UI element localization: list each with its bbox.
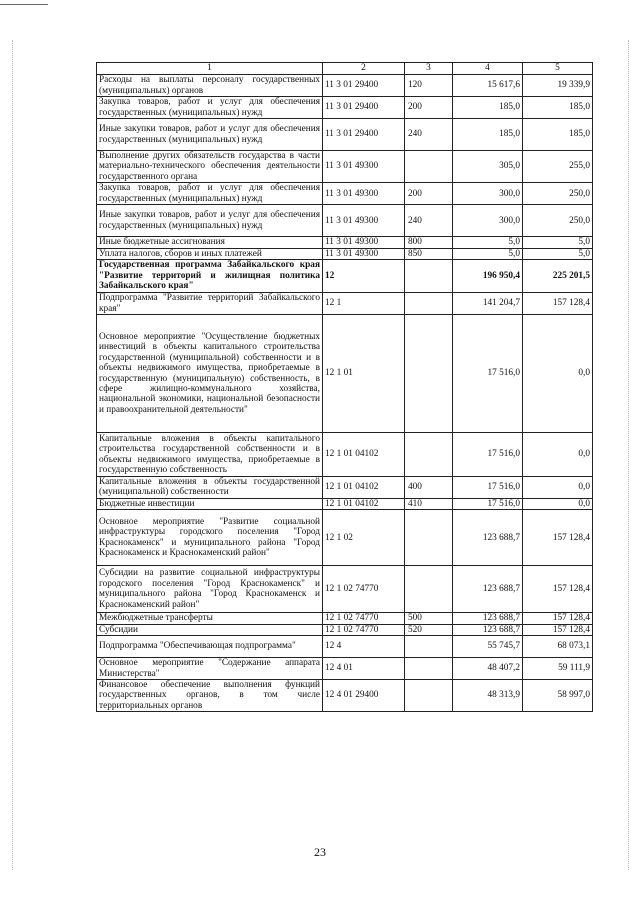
row-name-cell: Капитальные вложения в объекты капитального строительства государственной собственности и в объекты недвижимого имущества, приобретаемые в государственную собственность	[97, 433, 323, 477]
table-row	[97, 498, 593, 509]
table-row	[97, 315, 593, 433]
row-value-1-cell: 185,0	[453, 119, 523, 151]
row-name-cell: Закупка товаров, работ и услуг для обеспечения государственных (муниципальных) нужд	[97, 97, 323, 119]
row-value-1-cell: 55 745,7	[453, 636, 523, 658]
row-type-cell: 120	[405, 75, 453, 97]
row-value-2-cell: 255,0	[523, 151, 593, 183]
table-row	[97, 293, 593, 315]
row-value-1-cell: 17 516,0	[453, 315, 523, 433]
row-name-cell: Основное мероприятие "Осуществление бюджетных инвестиций в объекты капитального строительства государственной (муниципальной) собственности и в объекты недвижимого имущества, приобретаемые в государственную (муниципальную) собственность, в сфере жилищно-коммунального хозяйства, национальной экономики, национальной безопасности и правоохранительной деятельности"	[97, 315, 323, 433]
row-type-cell: 240	[405, 205, 453, 237]
row-code-cell: 11 3 01 29400	[323, 119, 405, 151]
table-row	[97, 119, 593, 151]
row-name-cell: Иные закупки товаров, работ и услуг для обеспечения государственных (муниципальных) нужд	[97, 119, 323, 151]
row-value-1-cell: 17 516,0	[453, 433, 523, 477]
row-name-cell: Подпрограмма "Обеспечивающая подпрограмма"	[97, 636, 323, 658]
row-value-1-cell: 17 516,0	[453, 498, 523, 509]
row-value-2-cell: 0,0	[523, 477, 593, 499]
header-cell: 4	[453, 63, 523, 75]
row-name-cell: Основное мероприятие "Развитие социальной инфраструктуры городского поселения "Город Краснокаменск" и муниципального района "Город Краснокаменск и Краснокаменский район"	[97, 510, 323, 566]
row-value-2-cell: 250,0	[523, 205, 593, 237]
right-margin-line	[628, 40, 629, 870]
row-value-2-cell: 0,0	[523, 498, 593, 509]
budget-table	[96, 62, 593, 712]
row-type-cell: 800	[405, 237, 453, 248]
table-row	[97, 260, 593, 293]
row-value-1-cell: 141 204,7	[453, 293, 523, 315]
row-code-cell: 12 1 02 74770	[323, 613, 405, 624]
row-value-2-cell: 0,0	[523, 433, 593, 477]
row-code-cell: 11 3 01 49300	[323, 183, 405, 205]
row-code-cell: 12 1 02	[323, 510, 405, 566]
header-cell: 1	[97, 63, 323, 75]
table-row	[97, 433, 593, 477]
row-code-cell: 11 3 01 49300	[323, 248, 405, 259]
row-value-2-cell: 157 128,4	[523, 510, 593, 566]
row-value-1-cell: 185,0	[453, 97, 523, 119]
row-value-1-cell: 123 688,7	[453, 510, 523, 566]
row-code-cell: 12 1 02 74770	[323, 624, 405, 635]
row-name-cell: Основное мероприятие "Содержание аппарата Министерства"	[97, 658, 323, 680]
page-number: 23	[314, 845, 326, 859]
row-value-1-cell: 196 950,4	[453, 260, 523, 293]
row-code-cell: 12 1 01	[323, 315, 405, 433]
row-value-2-cell: 225 201,5	[523, 260, 593, 293]
row-value-1-cell: 5,0	[453, 248, 523, 259]
row-code-cell: 11 3 01 49300	[323, 151, 405, 183]
row-value-2-cell: 185,0	[523, 97, 593, 119]
row-value-2-cell: 157 128,4	[523, 613, 593, 624]
row-type-cell	[405, 510, 453, 566]
row-value-1-cell: 48 313,9	[453, 680, 523, 712]
row-type-cell: 850	[405, 248, 453, 259]
row-code-cell: 12 1 02 74770	[323, 566, 405, 613]
row-code-cell: 11 3 01 49300	[323, 237, 405, 248]
budget-table-body	[97, 63, 593, 712]
row-value-2-cell: 5,0	[523, 248, 593, 259]
row-value-1-cell: 123 688,7	[453, 624, 523, 635]
table-row	[97, 183, 593, 205]
row-value-2-cell: 68 073,1	[523, 636, 593, 658]
row-type-cell	[405, 680, 453, 712]
row-type-cell: 200	[405, 183, 453, 205]
row-code-cell: 12	[323, 260, 405, 293]
table-row	[97, 510, 593, 566]
row-type-cell	[405, 151, 453, 183]
row-code-cell: 11 3 01 29400	[323, 75, 405, 97]
row-name-cell: Субсидии на развитие социальной инфраструктуры городского поселения "Город Краснокаменск" и муниципального района "Город Краснокаменск и Краснокаменский район"	[97, 566, 323, 613]
row-type-cell: 200	[405, 97, 453, 119]
row-value-2-cell: 157 128,4	[523, 624, 593, 635]
row-value-1-cell: 300,0	[453, 205, 523, 237]
row-value-2-cell: 0,0	[523, 315, 593, 433]
row-code-cell: 12 4	[323, 636, 405, 658]
row-type-cell	[405, 636, 453, 658]
table-row	[97, 636, 593, 658]
row-type-cell: 240	[405, 119, 453, 151]
row-code-cell: 12 1 01 04102	[323, 477, 405, 499]
row-type-cell: 400	[405, 477, 453, 499]
row-name-cell: Расходы на выплаты персоналу государственных (муниципальных) органов	[97, 75, 323, 97]
left-margin-line	[12, 40, 13, 870]
row-value-2-cell: 157 128,4	[523, 293, 593, 315]
table-row	[97, 624, 593, 635]
row-name-cell: Капитальные вложения в объекты государственной (муниципальной) собственности	[97, 477, 323, 499]
row-code-cell: 12 4 01 29400	[323, 680, 405, 712]
header-cell: 2	[323, 63, 405, 75]
row-name-cell: Подпрограмма "Развитие территорий Забайкальского края"	[97, 293, 323, 315]
top-rule	[0, 4, 48, 5]
row-value-2-cell: 59 111,9	[523, 658, 593, 680]
row-type-cell	[405, 293, 453, 315]
row-name-cell: Финансовое обеспечение выполнения функций государственных органов, в том числе территориальных органов	[97, 680, 323, 712]
row-type-cell: 500	[405, 613, 453, 624]
row-code-cell: 12 1	[323, 293, 405, 315]
header-cell: 5	[523, 63, 593, 75]
table-row	[97, 248, 593, 259]
table-row	[97, 237, 593, 248]
row-value-2-cell: 58 997,0	[523, 680, 593, 712]
row-value-1-cell: 123 688,7	[453, 566, 523, 613]
row-name-cell: Закупка товаров, работ и услуг для обеспечения государственных (муниципальных) нужд	[97, 183, 323, 205]
row-type-cell	[405, 433, 453, 477]
row-value-2-cell: 157 128,4	[523, 566, 593, 613]
row-type-cell	[405, 566, 453, 613]
row-name-cell: Бюджетные инвестиции	[97, 498, 323, 509]
table-row	[97, 477, 593, 499]
row-name-cell: Иные бюджетные ассигнования	[97, 237, 323, 248]
header-cell: 3	[405, 63, 453, 75]
row-value-1-cell: 17 516,0	[453, 477, 523, 499]
row-code-cell: 12 4 01	[323, 658, 405, 680]
row-code-cell: 12 1 01 04102	[323, 433, 405, 477]
row-value-1-cell: 48 407,2	[453, 658, 523, 680]
row-value-2-cell: 19 339,9	[523, 75, 593, 97]
table-row	[97, 680, 593, 712]
row-value-2-cell: 250,0	[523, 183, 593, 205]
table-row	[97, 613, 593, 624]
row-code-cell: 11 3 01 49300	[323, 205, 405, 237]
table-row	[97, 151, 593, 183]
table-row	[97, 658, 593, 680]
row-value-1-cell: 300,0	[453, 183, 523, 205]
row-type-cell	[405, 658, 453, 680]
table-row	[97, 205, 593, 237]
row-name-cell: Уплата налогов, сборов и иных платежей	[97, 248, 323, 259]
table-row	[97, 97, 593, 119]
row-value-2-cell: 185,0	[523, 119, 593, 151]
row-code-cell: 11 3 01 29400	[323, 97, 405, 119]
row-type-cell: 520	[405, 624, 453, 635]
header-row	[97, 63, 593, 75]
row-name-cell: Иные закупки товаров, работ и услуг для обеспечения государственных (муниципальных) нужд	[97, 205, 323, 237]
row-code-cell: 12 1 01 04102	[323, 498, 405, 509]
row-name-cell: Межбюджетные трансферты	[97, 613, 323, 624]
row-type-cell: 410	[405, 498, 453, 509]
row-value-2-cell: 5,0	[523, 237, 593, 248]
table-row	[97, 566, 593, 613]
row-name-cell: Субсидии	[97, 624, 323, 635]
row-value-1-cell: 5,0	[453, 237, 523, 248]
row-type-cell	[405, 260, 453, 293]
row-value-1-cell: 15 617,6	[453, 75, 523, 97]
row-value-1-cell: 305,0	[453, 151, 523, 183]
row-value-1-cell: 123 688,7	[453, 613, 523, 624]
row-type-cell	[405, 315, 453, 433]
row-name-cell: Выполнение других обязательств государства в части материально-технического обеспечения деятельности государственного органа	[97, 151, 323, 183]
row-name-cell: Государственная программа Забайкальского края "Развитие территорий и жилищная политика Забайкальского края"	[97, 260, 323, 293]
table-row	[97, 75, 593, 97]
